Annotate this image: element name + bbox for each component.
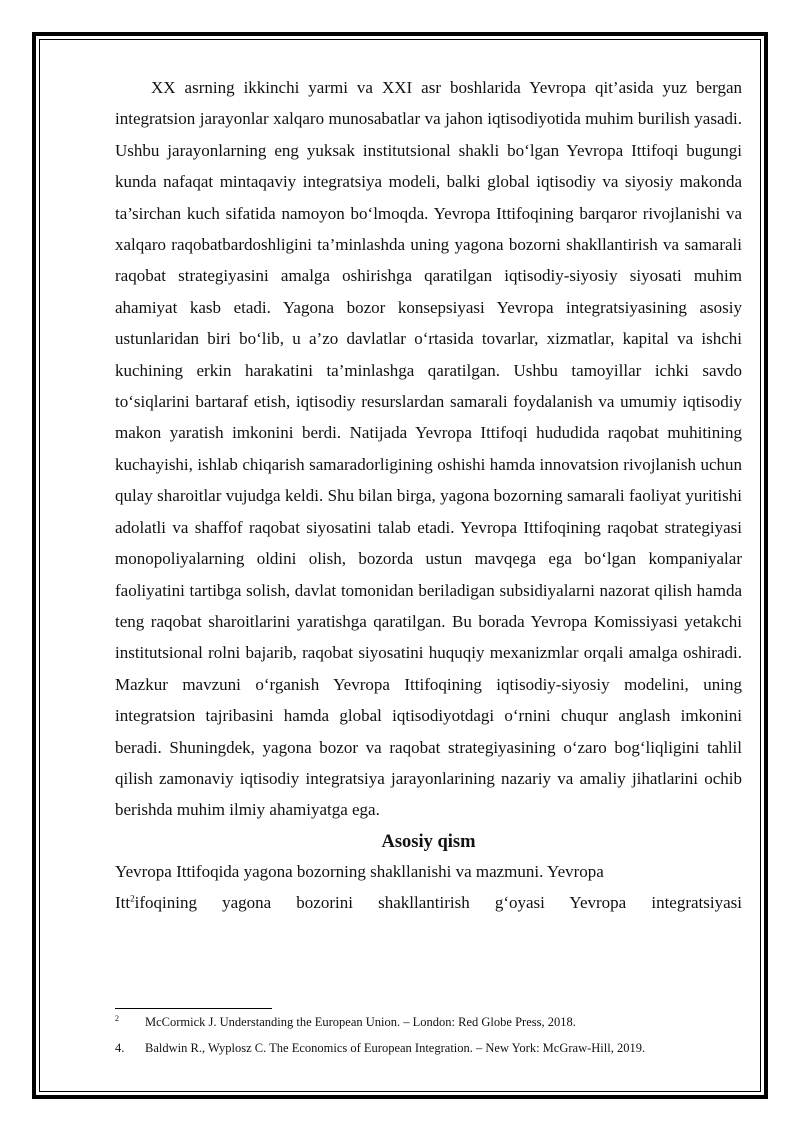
document-body	[115, 72, 742, 919]
section-paragraph	[115, 856, 742, 919]
footnotes	[115, 1014, 742, 1056]
section-heading: Asosiy qism	[381, 831, 476, 852]
footnote-mark: 4.	[115, 1041, 125, 1055]
footnote-item	[115, 1040, 742, 1056]
footnote-text: Baldwin R., Wyplosz C. The Economics of European Integration. – New York: McGraw-Hill, 2019.	[145, 1041, 646, 1055]
footnote-mark: 2	[115, 1014, 119, 1023]
footnote-item	[115, 1014, 742, 1030]
footnote-separator	[115, 1008, 272, 1009]
footnote-text: McCormick J. Understanding the European Union. – London: Red Globe Press, 2018.	[145, 1015, 576, 1029]
line2-prefix: Itt	[115, 893, 131, 913]
intro-paragraph: XX asrning ikkinchi yarmi va XXI asr boshlarida Yevropa qit’asida yuz bergan integratsion jarayonlar xalqaro munosabatlar va jahon iqtisodiyotida muhim burilish yasadi. Ushbu jarayonlarning eng yuksak institutsional shakli bo‘lgan Yevropa Ittifoqi bugungi kunda nafaqat mintaqaviy integratsiya modeli, balki global iqtisodiy va siyosiy makonda ta’sirchan kuch sifatida namoyon bo‘lmoqda. Yevropa Ittifoqining barqaror rivojlanishi va xalqaro raqobatbardoshligini ta’minlashda uning yagona bozorni shakllantirish va samarali raqobat strategiyasini amalga oshirishga qaratilgan iqtisodiy-siyosiy siyosati muhim ahamiyat kasb etadi. Yagona bozor konsepsiyasi Yevropa integratsiyasining asosiy ustunlaridan biri bo‘lib, u a’zo davlatlar o‘rtasida tovarlar, xizmatlar, kapital va ishchi kuchining erkin harakatini ta’minlashga qaratilgan. Ushbu tamoyillar ichki savdo to‘siqlarini bartaraf etish, iqtisodiy resurslardan samarali foydalanish va umumiy iqtisodiy makon yaratish imkonini berdi. Natijada Yevropa Ittifoqi hududida raqobat muhitining kuchayishi, ishlab chiqarish samaradorligining oshishi hamda innovatsion rivojlanish uchun qulay sharoitlar vujudga keldi. Shu bilan birga, yagona bozorning samarali faoliyat yuritishi adolatli va shaffof raqobat siyosatini talab etadi. Yevropa Ittifoqining raqobat strategiyasi monopoliyalarning oldini olish, bozorda ustun mavqega ega bo‘lgan kompaniyalar faoliyatini tartibga solish, davlat tomonidan beriladigan subsidiyalarni nazorat qilish hamda teng raqobat sharoitlarini yaratishga qaratilgan. Bu borada Yevropa Komissiyasi yetakchi institutsional rolni bajarib, raqobat siyosatini huquqiy mexanizmlar orqali amalga oshiradi. Mazkur mavzuni o‘rganish Yevropa Ittifoqining iqtisodiy-siyosiy modelini, uning integratsion tajribasini hamda global iqtisodiyotdagi o‘rnini chuqur anglash imkonini beradi. Shuningdek, yagona bozor va raqobat strategiyasining o‘zaro bog‘liqligini tahlil qilish zamonaviy iqtisodiy integratsiya jarayonlarining nazariy va amaliy jihatlarini ochib berishda muhim ilmiy ahamiyatga ega.	[115, 78, 742, 820]
line2-suffix: ifoqining yagona bozorini shakllantirish g‘oyasi Yevropa integratsiyasi	[134, 893, 742, 913]
footnote-reference[interactable]: 2	[130, 893, 135, 904]
section-paragraph-line2	[115, 887, 742, 918]
section-paragraph-line1: Yevropa Ittifoqida yagona bozorning shakllanishi va mazmuni. Yevropa	[115, 861, 604, 881]
